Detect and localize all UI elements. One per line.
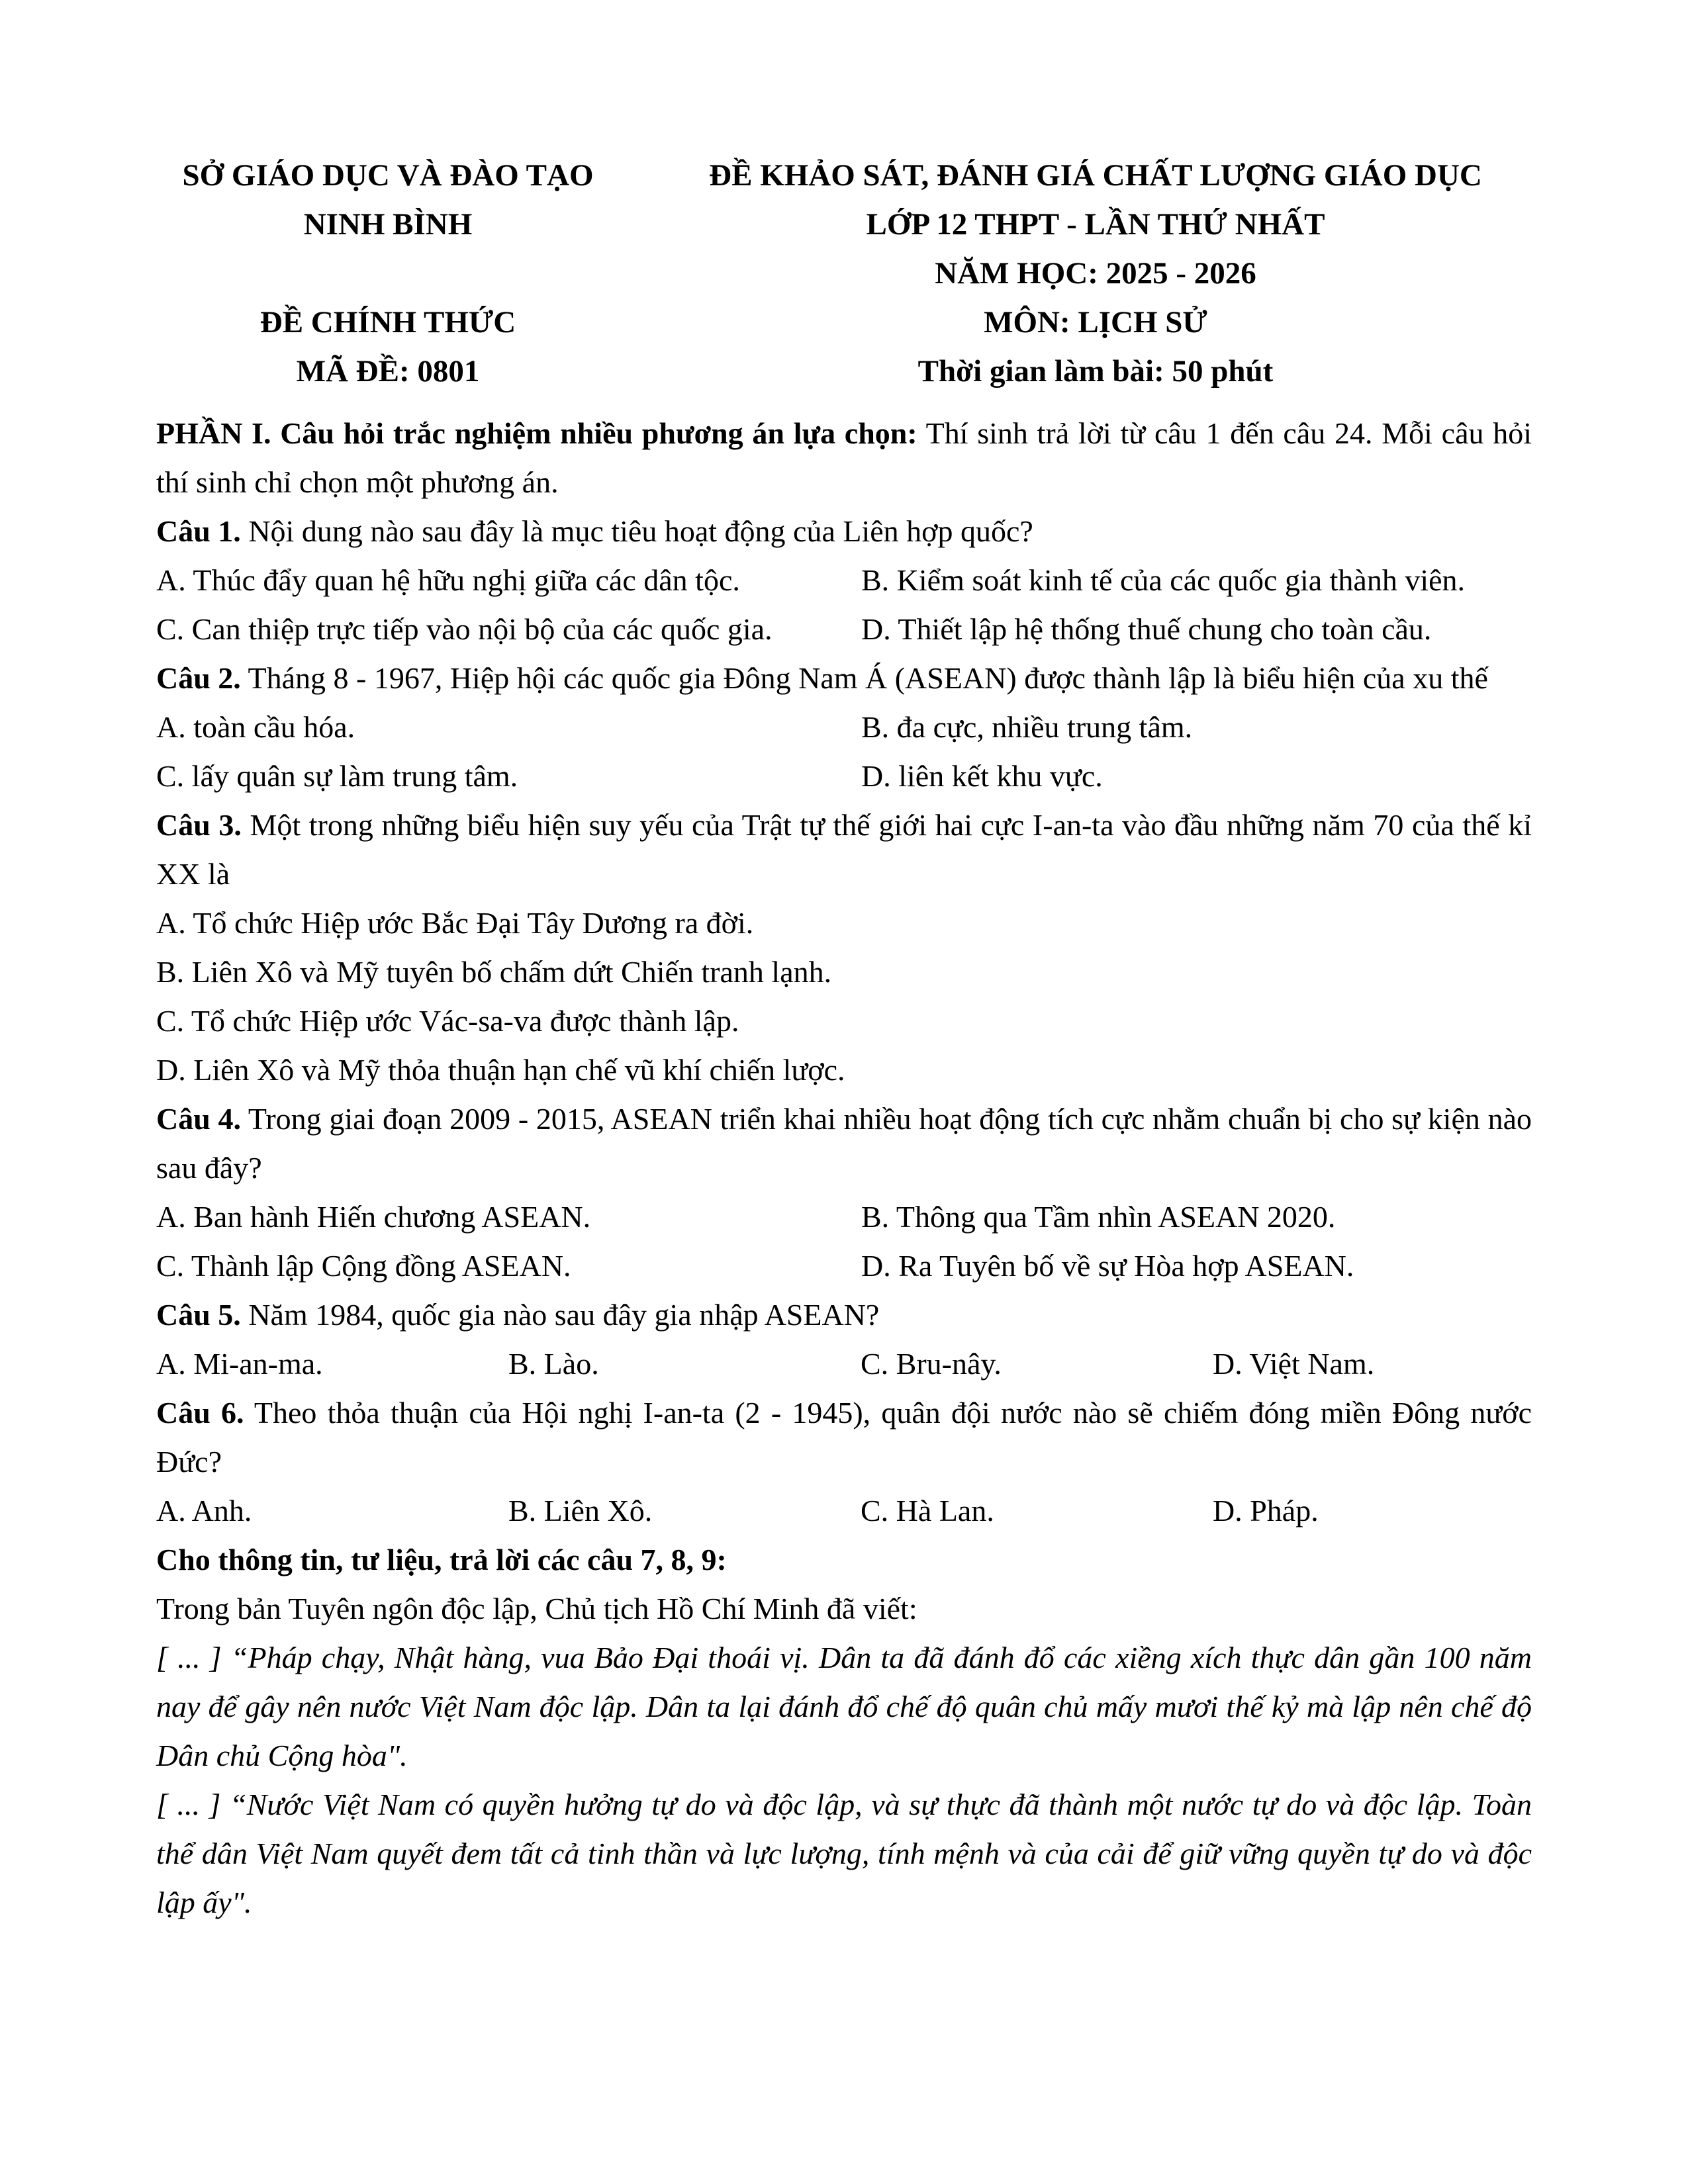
question-2: [156, 654, 1532, 703]
time-limit: Thời gian làm bài: 50 phút: [917, 354, 1274, 388]
exam-title: ĐỀ KHẢO SÁT, ĐÁNH GIÁ CHẤT LƯỢNG GIÁO DỤC: [709, 158, 1482, 193]
source-heading: Cho thông tin, tư liệu, trả lời các câu 7, 8, 9:: [156, 1543, 727, 1576]
official-label: ĐỀ CHÍNH THỨC: [259, 305, 516, 340]
source-quote-1: [ ... ] “Pháp chạy, Nhật hàng, vua Bảo Đại thoái vị. Dân ta đã đánh đổ các xiềng xích thực dân gần 100 năm nay để gây nên nước Việt Nam độc lập. Dân ta lại đánh đổ chế độ quân chủ mấy mươi thế kỷ mà lập nên chế độ Dân chủ Cộng hòa".: [156, 1641, 1532, 1772]
option-b: B. Liên Xô.: [508, 1494, 653, 1527]
option-b: B. đa cực, nhiều trung tâm.: [861, 710, 1193, 744]
question-label: Câu 4.: [156, 1102, 242, 1136]
option-a: A. Thúc đẩy quan hệ hữu nghị giữa các dân tộc.: [156, 563, 740, 597]
option-b: B. Lào.: [508, 1347, 599, 1381]
question-text: Theo thỏa thuận của Hội nghị I-an-ta (2 - 1945), quân đội nước nào sẽ chiếm đóng miền Đông nước Đức?: [156, 1396, 1532, 1479]
question-text: Một trong những biểu hiện suy yếu của Trật tự thế giới hai cực I-an-ta vào đầu những năm 70 của thế kỉ XX là: [156, 808, 1532, 891]
question-1: [156, 507, 1532, 556]
part1-instruction: Thí sinh trả lời từ câu 1 đến câu 24. Mỗi câu hỏi thí sinh chỉ chọn một phương án.: [156, 416, 1532, 499]
question-5: [156, 1291, 1532, 1340]
question-1-options: [156, 556, 1532, 654]
option-d: D. Việt Nam.: [1213, 1347, 1375, 1381]
option-d: D. Thiết lập hệ thống thuế chung cho toàn cầu.: [861, 612, 1432, 646]
question-text: Trong giai đoạn 2009 - 2015, ASEAN triển khai nhiều hoạt động tích cực nhằm chuẩn bị cho sự kiện nào sau đây?: [156, 1102, 1532, 1185]
question-2-options: [156, 703, 1532, 801]
header-spacer: [156, 249, 620, 298]
option-a: A. Ban hành Hiến chương ASEAN.: [156, 1200, 591, 1234]
province-name: NINH BÌNH: [303, 207, 473, 242]
part1-heading: PHẦN I. Câu hỏi trắc nghiệm nhiều phương án lựa chọn:: [156, 416, 917, 450]
exam-grade: LỚP 12 THPT - LẦN THỨ NHẤT: [866, 207, 1325, 242]
exam-header: [156, 151, 1532, 409]
option-b: B. Liên Xô và Mỹ tuyên bố chấm dứt Chiến tranh lạnh.: [156, 955, 832, 989]
question-text: Nội dung nào sau đây là mục tiêu hoạt động của Liên hợp quốc?: [240, 514, 1033, 548]
option-c: C. Can thiệp trực tiếp vào nội bộ của các quốc gia.: [156, 612, 773, 646]
subject-name: MÔN: LỊCH SỬ: [984, 305, 1207, 340]
option-a: A. Tổ chức Hiệp ước Bắc Đại Tây Dương ra đời.: [156, 906, 754, 940]
option-d: D. Ra Tuyên bố về sự Hòa hợp ASEAN.: [861, 1249, 1354, 1283]
question-label: Câu 2.: [156, 661, 241, 695]
option-a: A. Mi-an-ma.: [156, 1347, 323, 1381]
option-c: C. Tổ chức Hiệp ước Vác-sa-va được thành lập.: [156, 1004, 739, 1038]
option-c: C. Thành lập Cộng đồng ASEAN.: [156, 1249, 571, 1283]
source-quote-2: [ ... ] “Nước Việt Nam có quyền hưởng tự do và độc lập, và sự thực đã thành một nước tự do và độc lập. Toàn thể dân Việt Nam quyết đem tất cả tinh thần và lực lượng, tính mệnh và của cải để giữ vững quyền tự do và độc lập ấy".: [156, 1788, 1532, 1919]
question-label: Câu 1.: [156, 514, 241, 548]
option-c: C. Bru-nây.: [861, 1347, 1002, 1381]
question-4: [156, 1095, 1532, 1193]
option-a: A. Anh.: [156, 1494, 252, 1527]
header-right-block: [659, 151, 1532, 396]
header-left-block: [156, 151, 620, 396]
question-4-options: [156, 1193, 1532, 1291]
part1-intro: [156, 409, 1532, 507]
option-d: D. Liên Xô và Mỹ thỏa thuận hạn chế vũ khí chiến lược.: [156, 1053, 845, 1087]
question-5-options: [156, 1340, 1532, 1388]
exam-page: [156, 151, 1532, 1927]
option-b: B. Kiểm soát kinh tế của các quốc gia thành viên.: [861, 563, 1466, 597]
option-d: D. liên kết khu vực.: [861, 759, 1103, 793]
option-a: A. toàn cầu hóa.: [156, 710, 355, 744]
question-label: Câu 5.: [156, 1298, 241, 1332]
question-text: Năm 1984, quốc gia nào sau đây gia nhập ASEAN?: [240, 1298, 880, 1332]
question-6-options: [156, 1486, 1532, 1535]
option-d: D. Pháp.: [1213, 1494, 1319, 1527]
source-intro: Trong bản Tuyên ngôn độc lập, Chủ tịch Hồ Chí Minh đã viết:: [156, 1592, 917, 1625]
option-b: B. Thông qua Tầm nhìn ASEAN 2020.: [861, 1200, 1336, 1234]
question-label: Câu 3.: [156, 808, 242, 842]
question-label: Câu 6.: [156, 1396, 244, 1430]
school-year: NĂM HỌC: 2025 - 2026: [935, 256, 1256, 291]
option-c: C. lấy quân sự làm trung tâm.: [156, 759, 518, 793]
question-text: Tháng 8 - 1967, Hiệp hội các quốc gia Đông Nam Á (ASEAN) được thành lập là biểu hiện của xu thế: [240, 661, 1488, 695]
question-3: [156, 801, 1532, 899]
department-name: SỞ GIÁO DỤC VÀ ĐÀO TẠO: [182, 158, 594, 193]
question-3-options: [156, 899, 1532, 1095]
exam-code: MÃ ĐỀ: 0801: [296, 354, 480, 388]
option-c: C. Hà Lan.: [861, 1494, 994, 1527]
question-6: [156, 1388, 1532, 1486]
